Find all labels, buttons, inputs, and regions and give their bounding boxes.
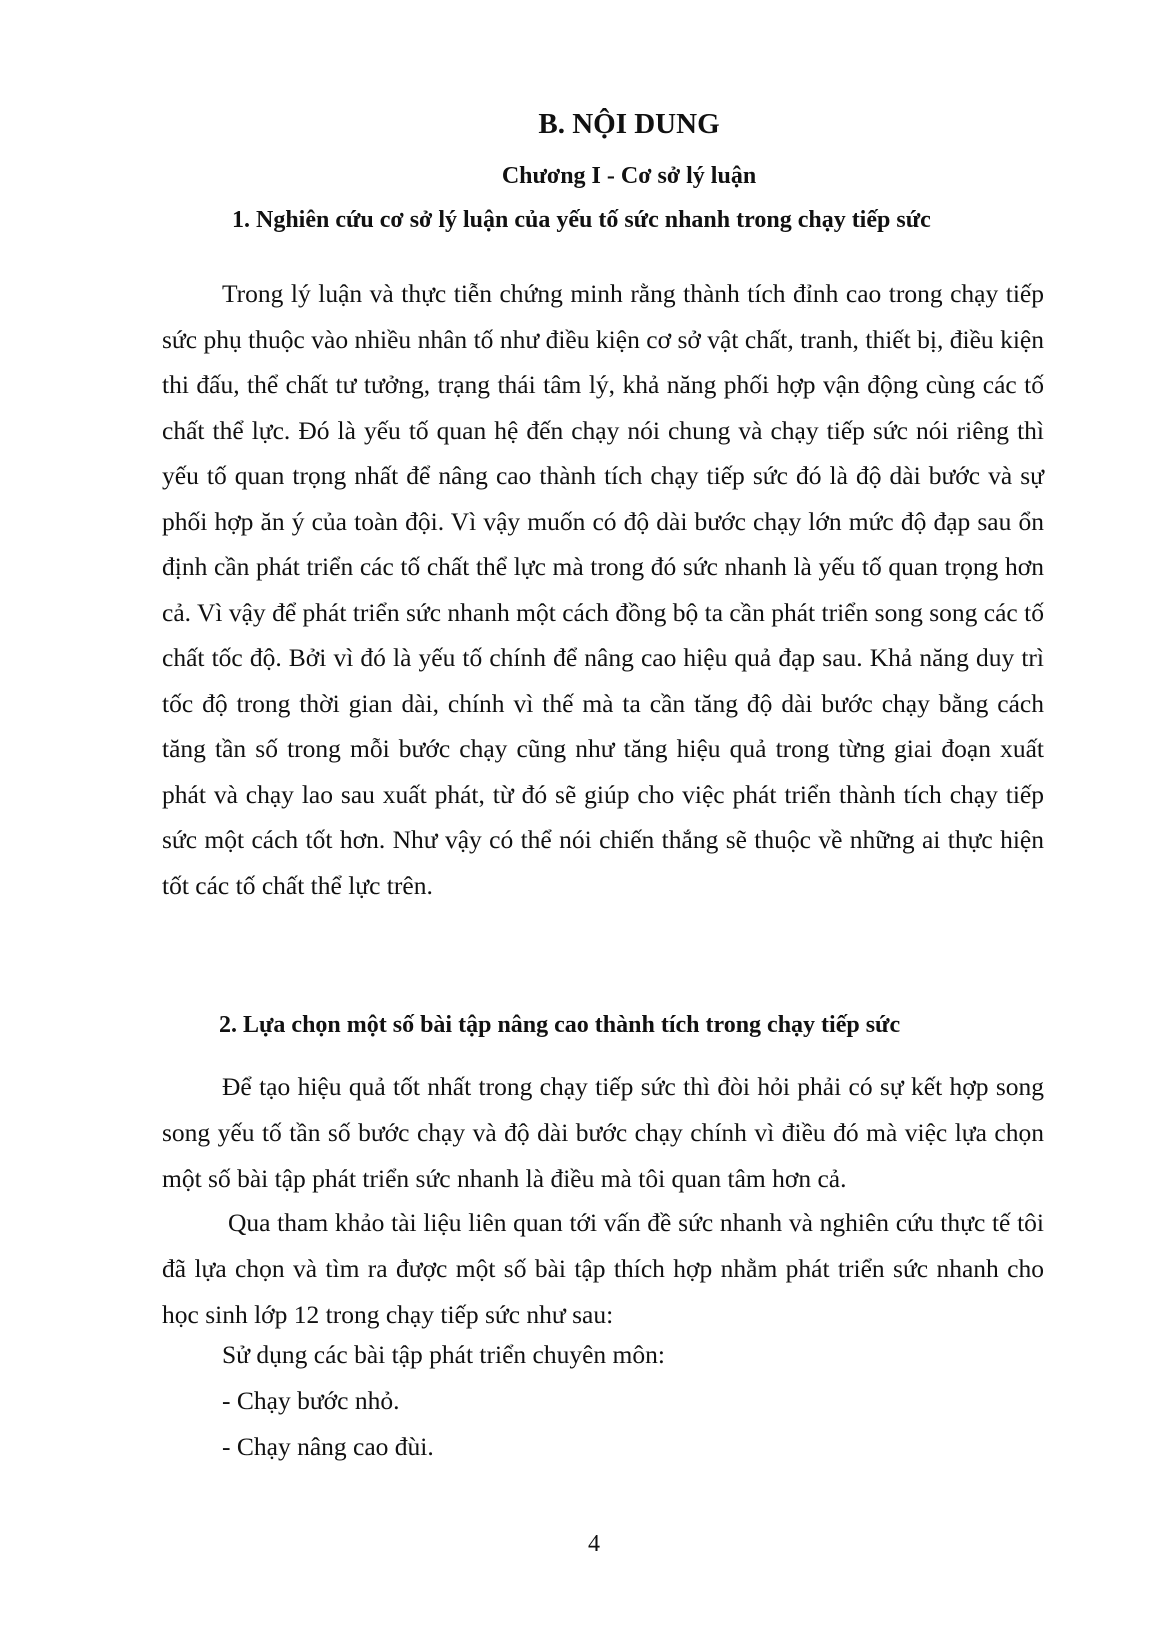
- page-number: 4: [588, 1531, 600, 1557]
- section-2-paragraph-1: Để tạo hiệu quả tốt nhất trong chạy tiếp sức thì đòi hỏi phải có sự kết hợp song song yếu tố tần số bước chạy và độ dài bước chạy chính vì điều đó mà việc lựa chọn một số bài tập phát triển sức nhanh là điều mà tôi quan tâm hơn cả.: [162, 1072, 1044, 1193]
- chapter-heading: Chương I - Cơ sở lý luận: [501, 163, 757, 189]
- section-2-heading: 2. Lựa chọn một số bài tập nâng cao thành tích trong chạy tiếp sức: [219, 1012, 901, 1038]
- document-title: B. NỘI DUNG: [538, 108, 720, 140]
- section-2-paragraph-2: Qua tham khảo tài liệu liên quan tới vấn đề sức nhanh và nghiên cứu thực tế tôi đã lựa chọn và tìm ra được một số bài tập thích hợp nhằm phát triển sức nhanh cho học sinh lớp 12 trong chạy tiếp sức như sau:: [162, 1208, 1044, 1329]
- section-1-paragraph: Trong lý luận và thực tiễn chứng minh rằng thành tích đỉnh cao trong chạy tiếp sức phụ thuộc vào nhiều nhân tố như điều kiện cơ sở vật chất, tranh, thiết bị, điều kiện thi đấu, thể chất tư tưởng, trạng thái tâm lý, khả năng phối hợp vận động cùng các tố chất thể lực. Đó là yếu tố quan hệ đến chạy nói chung và chạy tiếp sức nói riêng thì yếu tố quan trọng nhất để nâng cao thành tích chạy tiếp sức đó là độ dài bước và sự phối hợp ăn ý của toàn đội. Vì vậy muốn có độ dài bước chạy lớn mức độ đạp sau ổn định cần phát triển các tố chất thể lực mà trong đó sức nhanh là yếu tố quan trọng hơn cả. Vì vậy để phát triển sức nhanh một cách đồng bộ ta cần phát triển song song các tố chất tốc độ. Bởi vì đó là yếu tố chính để nâng cao hiệu quả đạp sau. Khả năng duy trì tốc độ trong thời gian dài, chính vì thế mà ta cần tăng độ dài bước chạy bằng cách tăng tần số trong mỗi bước chạy cũng như tăng hiệu quả trong từng giai đoạn xuất phát và chạy lao sau xuất phát, từ đó sẽ giúp cho việc phát triển thành tích chạy tiếp sức một cách tốt hơn. Như vậy có thể nói chiến thắng sẽ thuộc về những ai thực hiện tốt các tố chất thể lực trên.: [162, 279, 1044, 900]
- exercise-list-item: - Chạy nâng cao đùi.: [222, 1432, 434, 1461]
- exercise-intro: Sử dụng các bài tập phát triển chuyên môn:: [222, 1340, 665, 1369]
- section-1-heading: 1. Nghiên cứu cơ sở lý luận của yếu tố sức nhanh trong chạy tiếp sức: [232, 207, 931, 233]
- exercise-list-item: - Chạy bước nhỏ.: [222, 1386, 400, 1415]
